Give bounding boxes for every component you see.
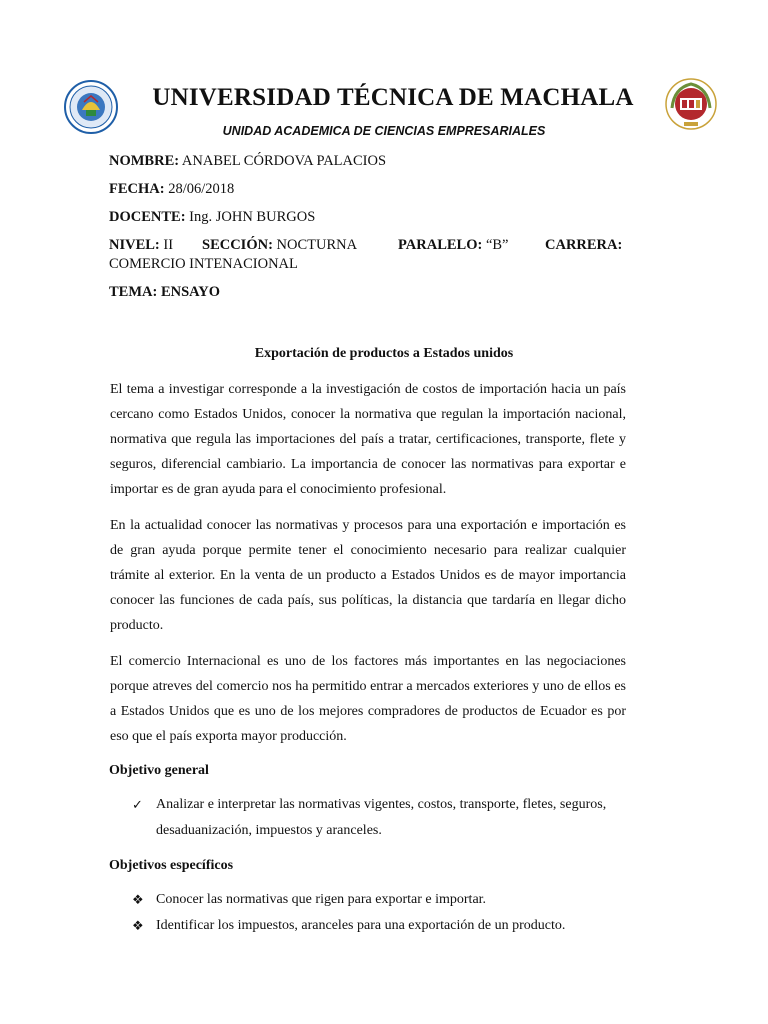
paralelo-label: PARALELO: xyxy=(398,237,483,253)
university-title: UNIVERSIDAD TÉCNICA DE MACHALA xyxy=(152,84,634,111)
essay-paragraph-1: El tema a investigar corresponde a la investigación de costos de importación hacia un país cercano como Estados Unidos, conocer la normativa que regulan la importación nacional, normativa que regula las importaciones del país a tratar, certificaciones, transporte, flete y seguros, diferencial cambiario. La importancia de conocer las normativas para exportar e importar es de gran ayuda para el conocimiento profesional. xyxy=(110,382,626,497)
objetivo-general-heading: Objetivo general xyxy=(109,763,209,778)
academic-unit-subtitle: UNIDAD ACADEMICA DE CIENCIAS EMPRESARIALES xyxy=(222,124,546,138)
diamond-bullet-icon: ❖ xyxy=(132,918,144,933)
carrera-value: COMERCIO INTENACIONAL xyxy=(109,256,298,272)
list-item-text: Analizar e interpretar las normativas vigentes, costos, transporte, fletes, seguros, desaduanización, impuestos y aranceles. xyxy=(156,797,607,838)
nivel-field xyxy=(109,237,173,254)
objetivos-especificos-heading: Objetivos específicos xyxy=(109,858,234,873)
objetivos-especificos-list xyxy=(110,887,630,939)
nombre-value: ANABEL CÓRDOVA PALACIOS xyxy=(179,153,387,169)
paralelo-value: “B” xyxy=(482,237,509,253)
fecha-label: FECHA: xyxy=(109,181,165,197)
fecha-field xyxy=(109,181,234,198)
seccion-field xyxy=(202,237,357,254)
docente-field xyxy=(109,209,315,226)
seccion-label: SECCIÓN: xyxy=(202,237,273,253)
essay-title: Exportación de productos a Estados unidos xyxy=(254,346,514,361)
diamond-bullet-icon: ❖ xyxy=(132,892,144,907)
nivel-label: NIVEL: xyxy=(109,237,160,253)
fecha-value: 28/06/2018 xyxy=(164,181,235,197)
seccion-value: NOCTURNA xyxy=(272,237,358,253)
list-item-text: Conocer las normativas que rigen para exportar e importar. xyxy=(156,892,487,907)
docente-label: DOCENTE: xyxy=(109,209,186,225)
nivel-value: II xyxy=(159,237,174,253)
list-item xyxy=(110,887,630,913)
tema-field xyxy=(109,284,220,301)
essay-paragraph-3: El comercio Internacional es uno de los factores más importantes en las negociaciones porque atreves del comercio nos ha permitido entrar a mercados exteriores y uno de ellos es a Estados Unidos que es uno de los mejores compradores de productos de Ecuador es por eso que el país exporta mayor producción. xyxy=(110,654,626,744)
carrera-field xyxy=(545,237,622,254)
nombre-label: NOMBRE: xyxy=(109,153,180,169)
essay-paragraph-2: En la actualidad conocer las normativas y procesos para una exportación e importación es de gran ayuda porque permite tener el conocimiento necesario para realizar cualquier trámite al exterior. En la venta de un producto a Estados Unidos es de mayor importancia conocer las funciones de cada país, sus políticas, la distancia que tardaría en llegar dicho producto. xyxy=(110,518,626,633)
check-mark-icon: ✓ xyxy=(132,797,143,812)
nombre-field xyxy=(109,153,386,170)
list-item xyxy=(110,792,630,844)
paralelo-field xyxy=(398,237,509,254)
objetivo-general-list xyxy=(110,792,630,844)
tema-label: TEMA: ENSAYO xyxy=(109,284,221,300)
carrera-label: CARRERA: xyxy=(545,237,623,253)
nivel-row xyxy=(109,237,626,257)
list-item xyxy=(110,913,630,939)
list-item-text: Identificar los impuestos, aranceles para una exportación de un producto. xyxy=(156,918,566,933)
docente-value: Ing. JOHN BURGOS xyxy=(185,209,316,225)
